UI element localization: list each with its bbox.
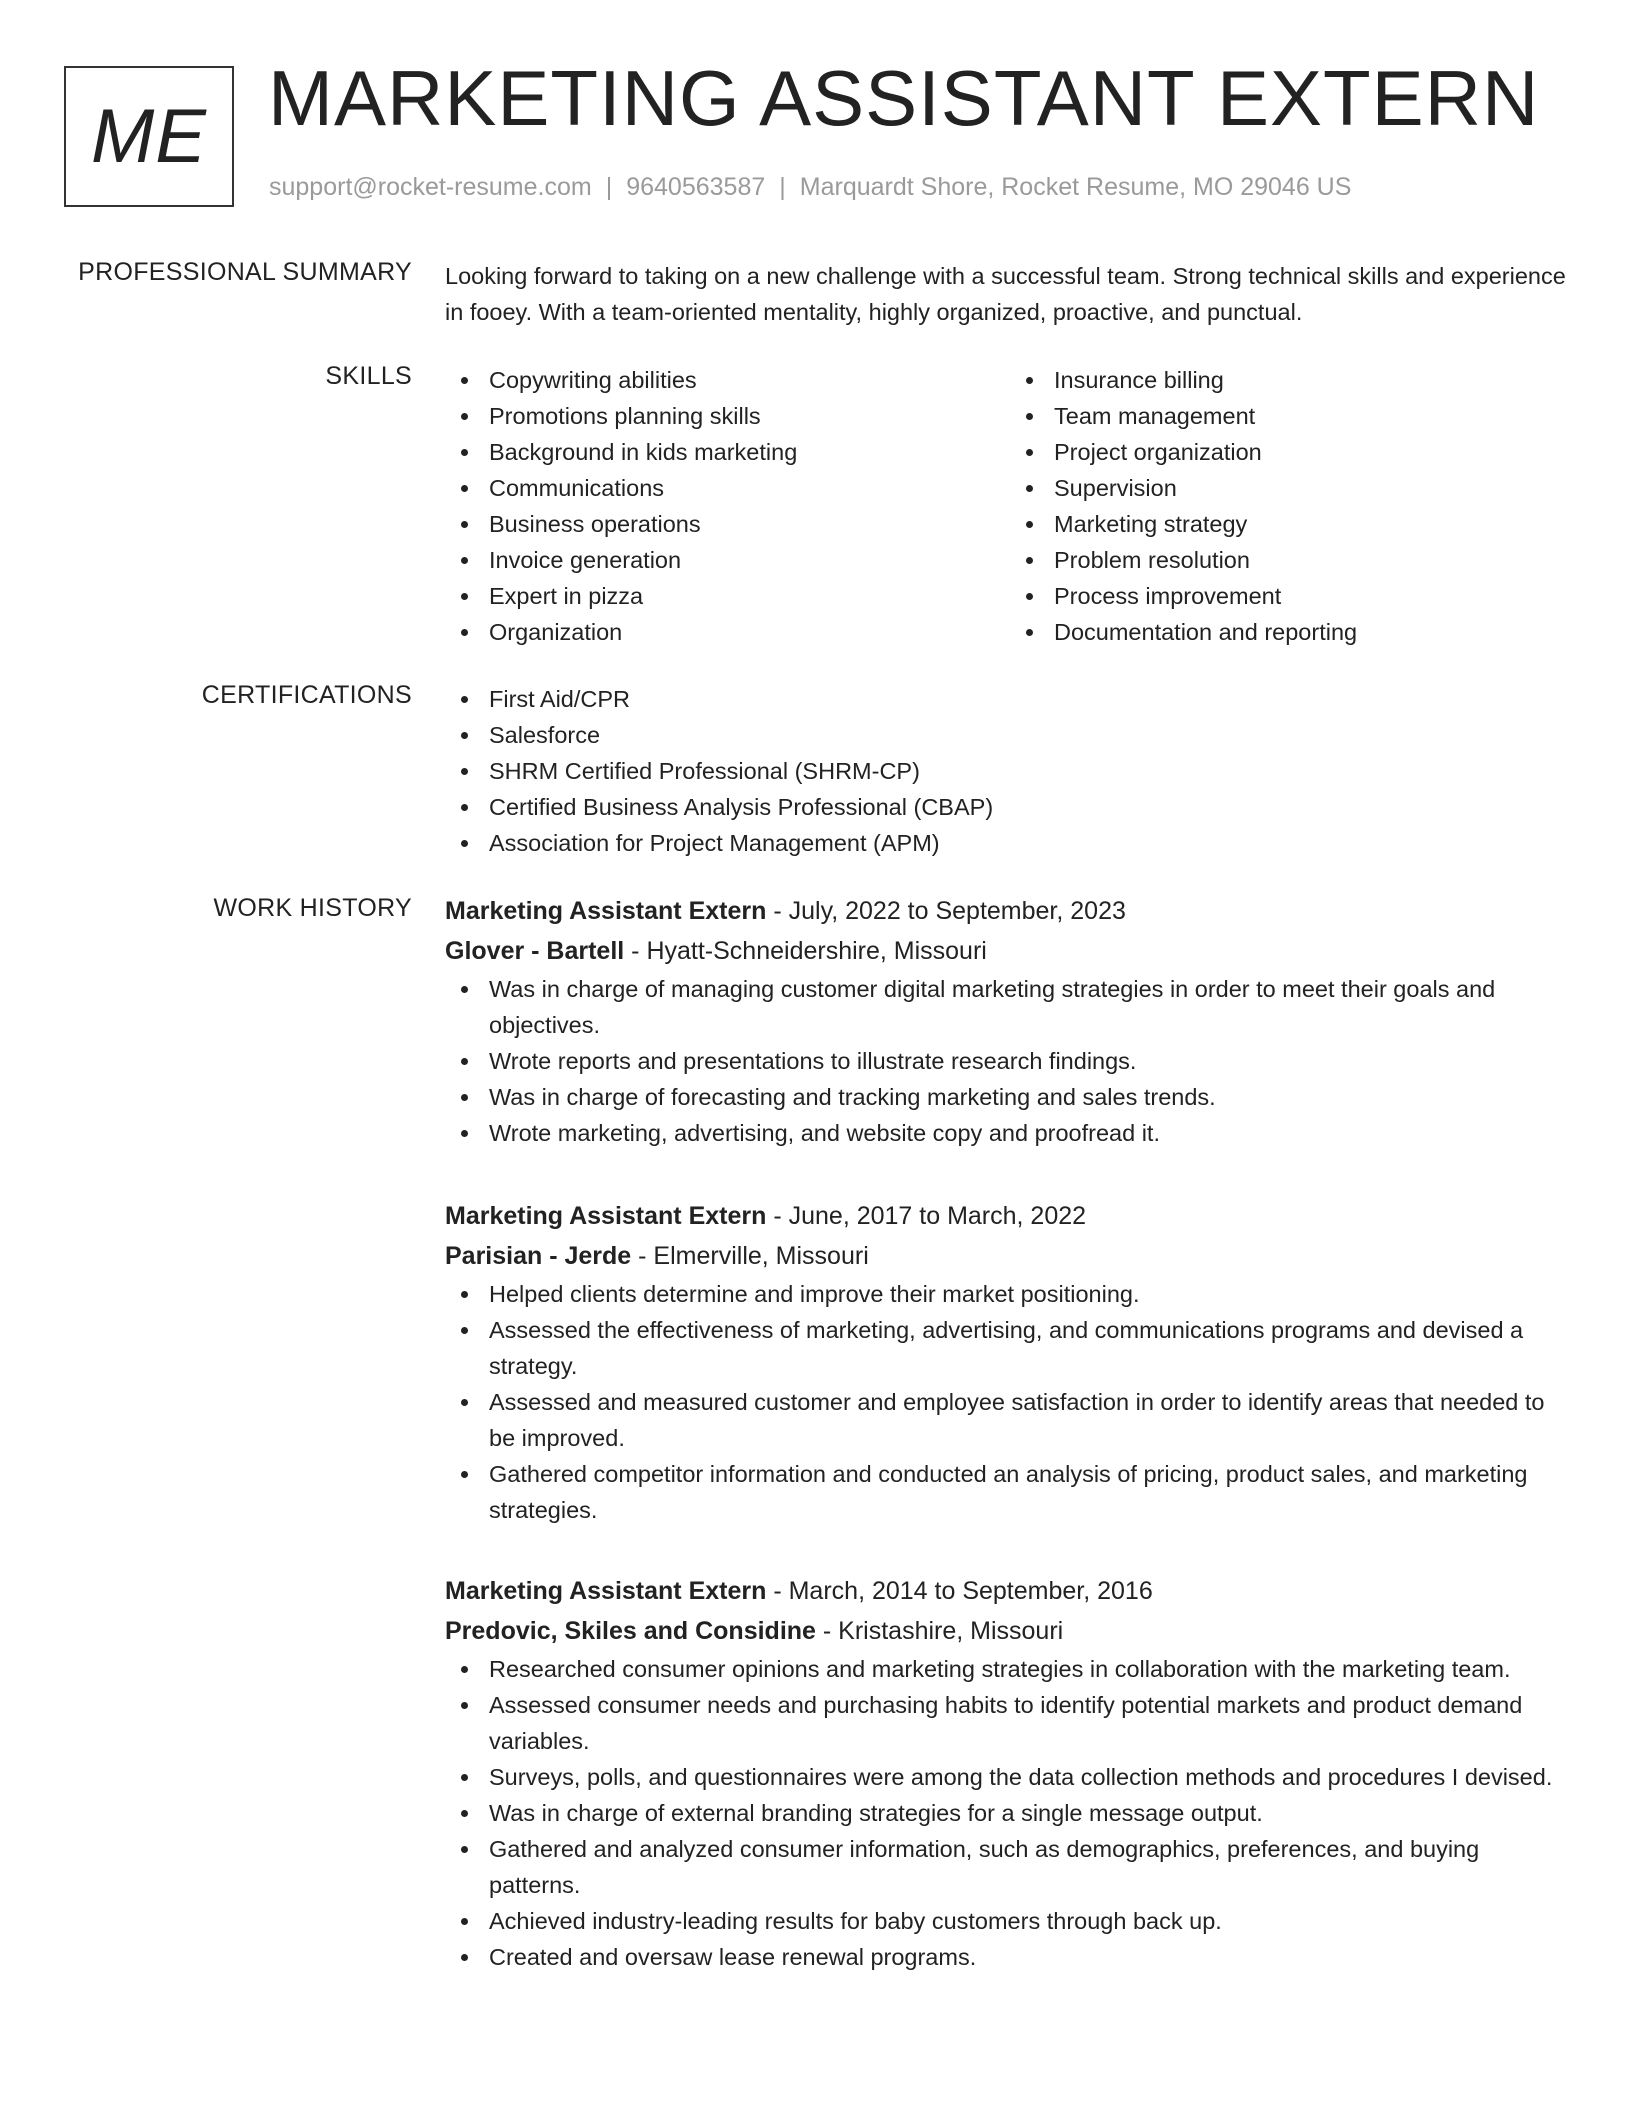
job-company-line [445,1236,1575,1276]
job-company: Predovic, Skiles and Considine [445,1617,816,1645]
job-bullet: Researched consumer opinions and marketing strategies in collaboration with the marketing team. [489,1651,1575,1687]
certifications-list [445,681,1575,861]
job-company: Parisian - Jerde [445,1242,632,1270]
skill-item: Organization [489,614,1010,650]
skill-item: Business operations [489,506,1010,542]
job-bullet-list [445,1276,1575,1528]
work-history-label: WORK HISTORY [213,894,412,922]
contact-separator: | [779,173,786,201]
job-entry [445,891,1575,1151]
job-bullet: Assessed the effectiveness of marketing, advertising, and communications programs and devised a strategy. [489,1312,1575,1384]
certifications-label: CERTIFICATIONS [201,681,412,709]
certification-item: Certified Business Analysis Professional (CBAP) [489,789,1575,825]
skill-item: Process improvement [1054,578,1575,614]
contact-separator: | [605,173,613,201]
job-bullet: Surveys, polls, and questionnaires were among the data collection methods and procedures I devised. [489,1759,1575,1795]
job-bullet: Assessed consumer needs and purchasing habits to identify potential markets and product demand variables. [489,1687,1575,1759]
job-bullet: Was in charge of managing customer digital marketing strategies in order to meet their goals and objectives. [489,971,1575,1043]
certifications-body [445,681,1575,861]
contact-line [269,173,1351,202]
job-location: - Hyatt-Schneidershire, Missouri [624,937,987,965]
summary-label: PROFESSIONAL SUMMARY [78,258,412,286]
job-bullet: Wrote reports and presentations to illustrate research findings. [489,1043,1575,1079]
certification-item: Salesforce [489,717,1575,753]
skill-item: Project organization [1054,434,1575,470]
job-entry [445,1196,1575,1528]
job-company-line [445,931,1575,971]
skill-item: Communications [489,470,1010,506]
skills-columns [445,362,1575,650]
skills-list-right [1010,362,1575,650]
job-bullet-list [445,1651,1575,1975]
job-title: Marketing Assistant Extern [445,897,767,925]
job-bullet: Achieved industry-leading results for baby customers through back up. [489,1903,1575,1939]
certification-item: First Aid/CPR [489,681,1575,717]
job-bullet: Assessed and measured customer and employee satisfaction in order to identify areas that needed to be improved. [489,1384,1575,1456]
job-company: Glover - Bartell [445,937,625,965]
job-bullet: Was in charge of forecasting and tracking marketing and sales trends. [489,1079,1575,1115]
job-dates: - July, 2022 to September, 2023 [766,897,1126,925]
job-title: Marketing Assistant Extern [445,1202,767,1230]
skill-item: Copywriting abilities [489,362,1010,398]
job-location: - Elmerville, Missouri [631,1242,869,1270]
job-location: - Kristashire, Missouri [815,1617,1064,1645]
job-bullet-list [445,971,1575,1151]
contact-phone[interactable]: 9640563587 [626,173,766,201]
skill-item: Insurance billing [1054,362,1575,398]
job-bullet: Created and oversaw lease renewal programs. [489,1939,1575,1975]
job-entry [445,1571,1575,1975]
job-bullet: Gathered competitor information and conducted an analysis of pricing, product sales, and marketing strategies. [489,1456,1575,1528]
job-bullet: Wrote marketing, advertising, and website copy and proofread it. [489,1115,1575,1151]
summary-text: Looking forward to taking on a new challenge with a successful team. Strong technical skills and experience in fooey. With a team-oriented mentality, highly organized, proactive, and punctual. [445,263,1566,325]
skill-item: Team management [1054,398,1575,434]
job-title-line [445,891,1575,931]
skills-list-left [445,362,1010,650]
skill-item: Marketing strategy [1054,506,1575,542]
skill-item: Invoice generation [489,542,1010,578]
job-title-line [445,1571,1575,1611]
skill-item: Promotions planning skills [489,398,1010,434]
job-dates: - June, 2017 to March, 2022 [766,1202,1087,1230]
skill-item: Problem resolution [1054,542,1575,578]
job-bullet: Gathered and analyzed consumer information, such as demographics, preferences, and buying patterns. [489,1831,1575,1903]
skill-item: Supervision [1054,470,1575,506]
job-company-line [445,1611,1575,1651]
monogram-logo: ME [64,66,234,207]
skill-item: Documentation and reporting [1054,614,1575,650]
contact-email[interactable]: support@rocket-resume.com [269,173,592,201]
certification-item: Association for Project Management (APM) [489,825,1575,861]
job-bullet: Was in charge of external branding strategies for a single message output. [489,1795,1575,1831]
skill-item: Expert in pizza [489,578,1010,614]
page-title: MARKETING ASSISTANT EXTERN [268,54,1540,142]
job-bullet: Helped clients determine and improve their market positioning. [489,1276,1575,1312]
skills-label: SKILLS [325,362,412,390]
contact-address: Marquardt Shore, Rocket Resume, MO 29046 US [799,173,1352,201]
skill-item: Background in kids marketing [489,434,1010,470]
job-title-line [445,1196,1575,1236]
job-title: Marketing Assistant Extern [445,1577,767,1605]
job-dates: - March, 2014 to September, 2016 [766,1577,1153,1605]
certification-item: SHRM Certified Professional (SHRM-CP) [489,753,1575,789]
